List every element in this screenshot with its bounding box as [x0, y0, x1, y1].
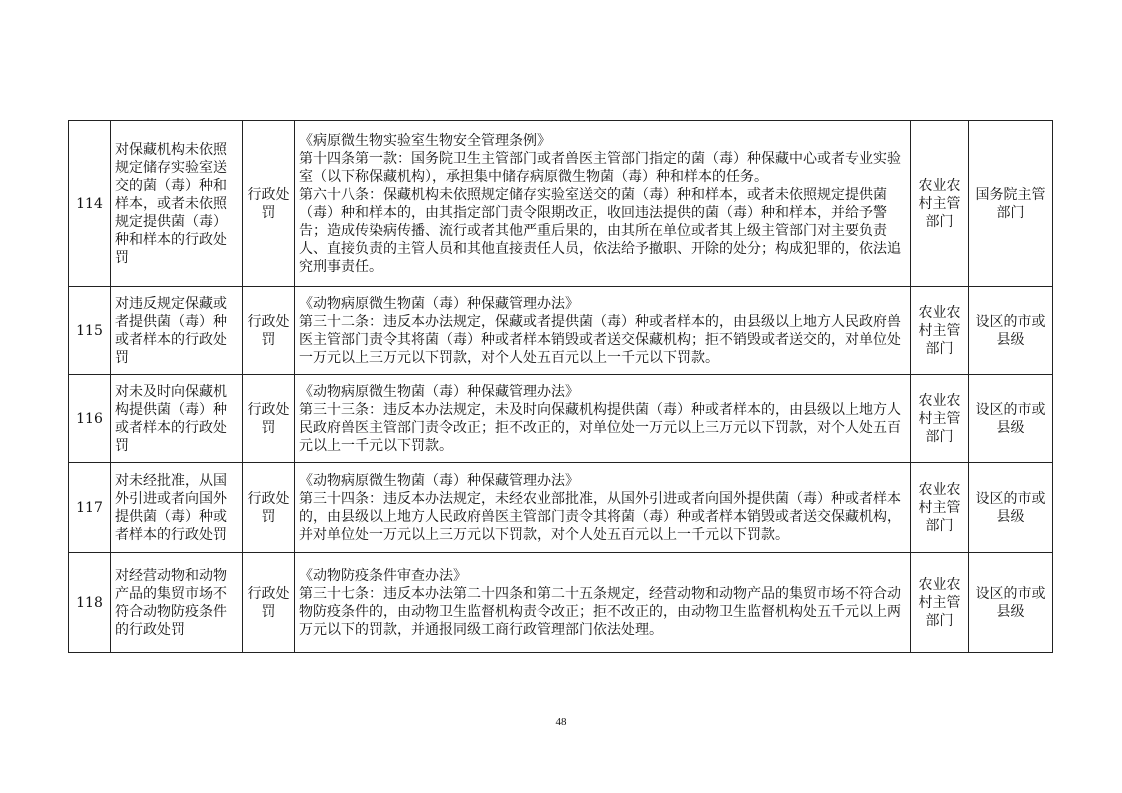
penalty-item-name: 对未及时向保藏机构提供菌（毒）种或者样本的行政处罚 — [111, 375, 243, 463]
power-type: 行政处罚 — [243, 121, 295, 287]
enforcement-level: 设区的市或县级 — [969, 287, 1053, 375]
table-row — [69, 287, 1053, 375]
basis-title: 《动物病原微生物菌（毒）种保藏管理办法》 — [299, 472, 579, 489]
responsible-department: 农业农村主管部门 — [911, 463, 969, 553]
row-number: 118 — [69, 553, 111, 653]
legal-basis — [295, 553, 911, 653]
responsible-department: 农业农村主管部门 — [911, 287, 969, 375]
legal-basis — [295, 121, 911, 287]
enforcement-level: 设区的市或县级 — [969, 553, 1053, 653]
power-type: 行政处罚 — [243, 553, 295, 653]
page-number: 48 — [555, 716, 567, 728]
penalty-item-name: 对保藏机构未依照规定储存实验室送交的菌（毒）种和样本，或者未依照规定提供菌（毒）种和样本的行政处罚 — [111, 121, 243, 287]
penalty-item-name: 对未经批准，从国外引进或者向国外提供菌（毒）种或者样本的行政处罚 — [111, 463, 243, 553]
responsible-department: 农业农村主管部门 — [911, 375, 969, 463]
enforcement-level: 设区的市或县级 — [969, 463, 1053, 553]
penalty-item-name: 对经营动物和动物产品的集贸市场不符合动物防疫条件的行政处罚 — [111, 553, 243, 653]
basis-article: 第十四条第一款：国务院卫生主管部门或者兽医主管部门指定的菌（毒）种保藏中心或者专业实验室（以下称保藏机构），承担集中储存病原微生物菌（毒）种和样本的任务。 — [299, 150, 901, 185]
power-type: 行政处罚 — [243, 375, 295, 463]
table-row — [69, 121, 1053, 287]
power-type: 行政处罚 — [243, 287, 295, 375]
table-row — [69, 375, 1053, 463]
basis-title: 《动物病原微生物菌（毒）种保藏管理办法》 — [299, 383, 579, 400]
legal-basis — [295, 463, 911, 553]
basis-title: 《动物防疫条件审查办法》 — [299, 567, 467, 584]
basis-article: 第三十三条：违反本办法规定，未及时向保藏机构提供菌（毒）种或者样本的，由县级以上地方人民政府兽医主管部门责令改正；拒不改正的，对单位处一万元以上三万元以下罚款，对个人处五百元以上一千元以下罚款。 — [299, 401, 901, 454]
row-number: 115 — [69, 287, 111, 375]
basis-title: 《病原微生物实验室生物安全管理条例》 — [299, 132, 551, 149]
basis-article: 第三十二条：违反本办法规定，保藏或者提供菌（毒）种或者样本的，由县级以上地方人民政府兽医主管部门责令其将菌（毒）种或者样本销毁或者送交保藏机构；拒不销毁或者送交的，对单位处一万元以上三万元以下罚款，对个人处五百元以上一千元以下罚款。 — [299, 313, 901, 366]
responsible-department: 农业农村主管部门 — [911, 121, 969, 287]
row-number: 117 — [69, 463, 111, 553]
enforcement-level: 设区的市或县级 — [969, 375, 1053, 463]
row-number: 114 — [69, 121, 111, 287]
row-number: 116 — [69, 375, 111, 463]
legal-basis — [295, 287, 911, 375]
power-type: 行政处罚 — [243, 463, 295, 553]
penalty-item-name: 对违反规定保藏或者提供菌（毒）种或者样本的行政处罚 — [111, 287, 243, 375]
enforcement-level: 国务院主管部门 — [969, 121, 1053, 287]
regulation-table — [68, 120, 1053, 653]
basis-article: 第六十八条：保藏机构未依照规定储存实验室送交的菌（毒）种和样本，或者未依照规定提供菌（毒）种和样本的，由其指定部门责令限期改正，收回违法提供的菌（毒）种和样本，并给予警告；造成传染病传播、流行或者其他严重后果的，由其所在单位或者其上级主管部门对主要负责人、直接负责的主管人员和其他直接责任人员，依法给予撤职、开除的处分；构成犯罪的，依法追究刑事责任。 — [299, 186, 901, 275]
table-row — [69, 463, 1053, 553]
basis-title: 《动物病原微生物菌（毒）种保藏管理办法》 — [299, 295, 579, 312]
legal-basis — [295, 375, 911, 463]
responsible-department: 农业农村主管部门 — [911, 553, 969, 653]
basis-article: 第三十四条：违反本办法规定，未经农业部批准，从国外引进或者向国外提供菌（毒）种或者样本的，由县级以上地方人民政府兽医主管部门责令其将菌（毒）种或者样本销毁或者送交保藏机构，并对单位处一万元以上三万元以下罚款，对个人处五百元以上一千元以下罚款。 — [299, 490, 901, 543]
basis-article: 第三十七条：违反本办法第二十四条和第二十五条规定，经营动物和动物产品的集贸市场不符合动物防疫条件的，由动物卫生监督机构责令改正；拒不改正的，由动物卫生监督机构处五千元以上两万元以下的罚款，并通报同级工商行政管理部门依法处理。 — [299, 585, 901, 638]
table-row — [69, 553, 1053, 653]
